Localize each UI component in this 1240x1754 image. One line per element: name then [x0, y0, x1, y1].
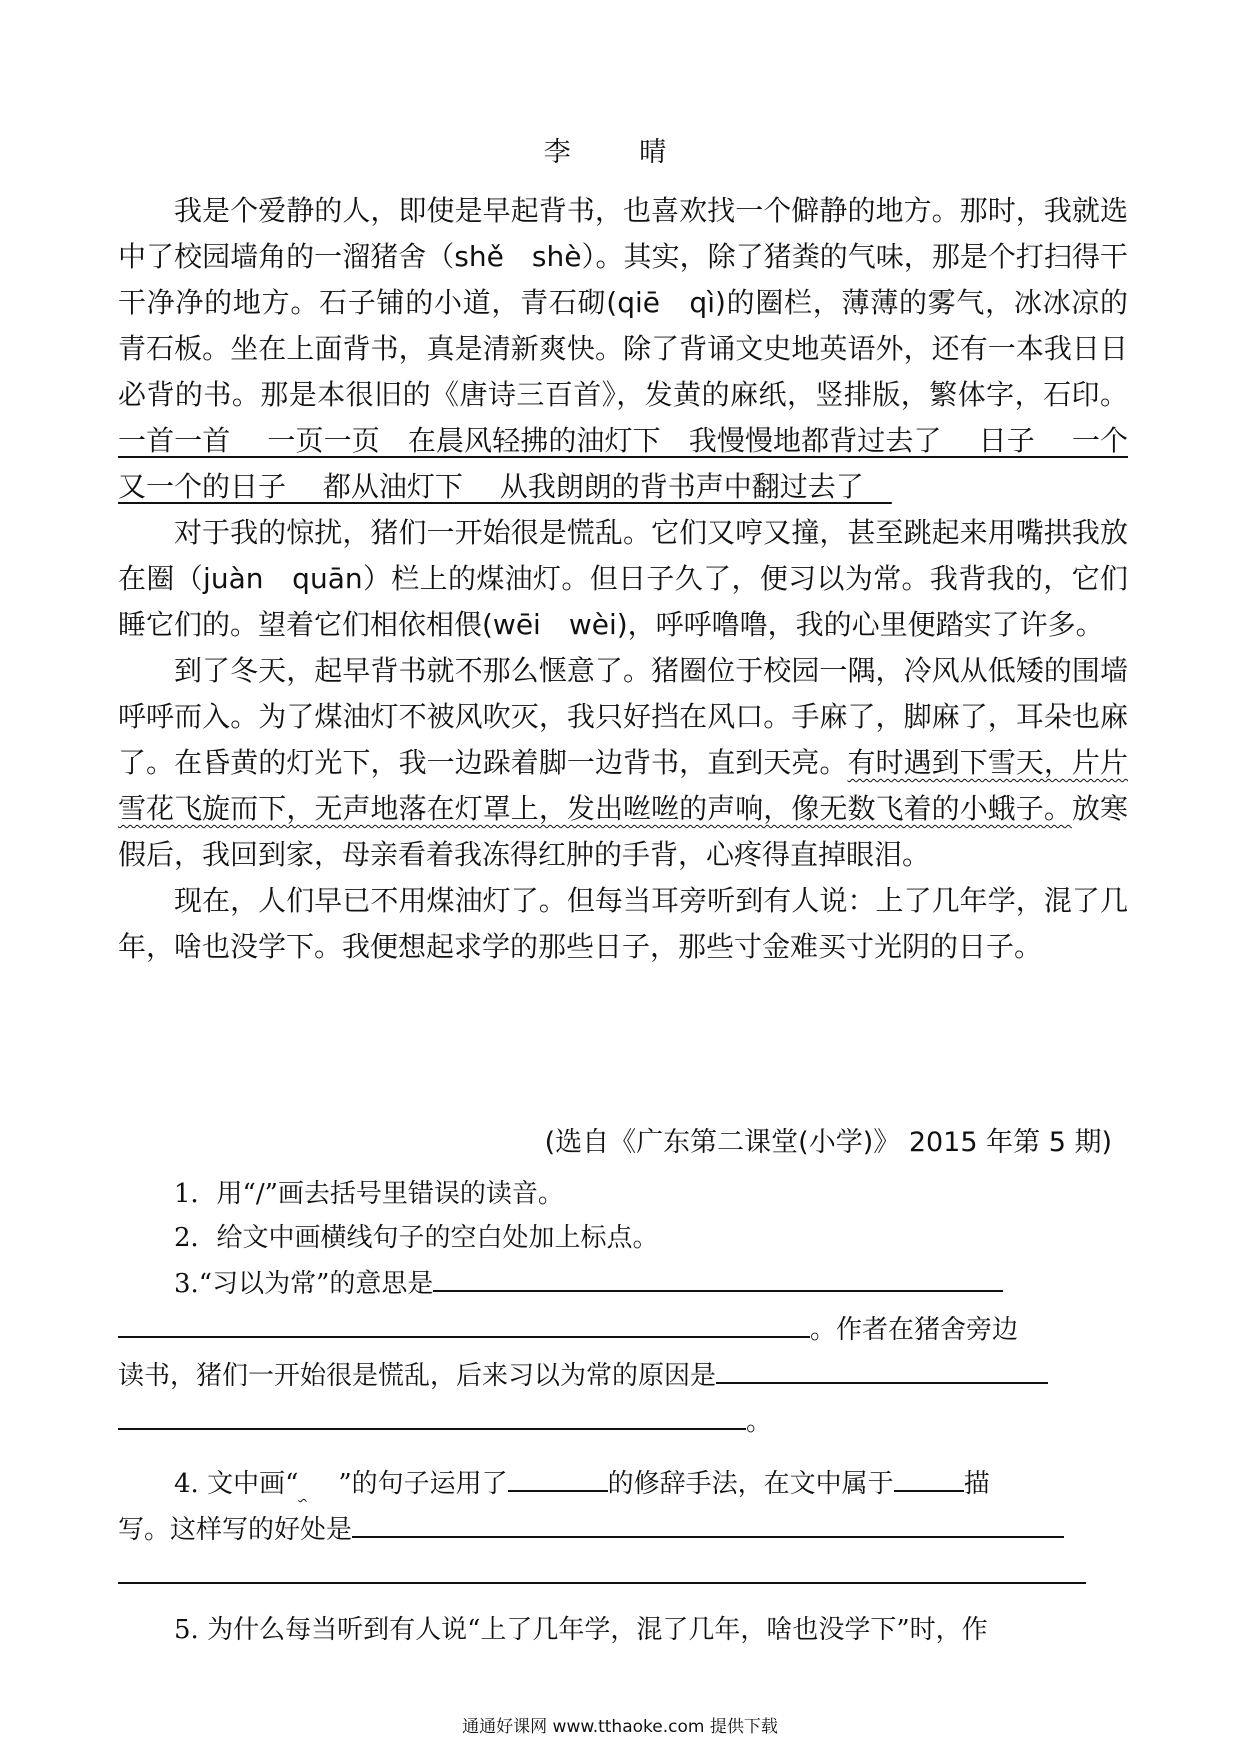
answer-blank-3c[interactable]: [716, 1352, 1048, 1384]
paragraph-1: [118, 188, 1128, 510]
answer-blank-3b[interactable]: [118, 1306, 810, 1338]
question-3-end: 。: [746, 1407, 773, 1437]
paragraph-4: 现在，人们早已不用煤油灯了。但每当耳旁听到有人说：上了几年学，混了几年，啥也没学下。我便想起求学的那些日子，那些寸金难买寸光阴的日子。: [118, 884, 1128, 963]
footer-credit: 通通好课网 www.tthaoke.com 提供下载: [462, 1717, 778, 1737]
reading-passage: [118, 188, 1128, 970]
question-3-reason-prompt: 读书，猪们一开始很是慌乱，后来习以为常的原因是: [118, 1361, 717, 1391]
question-3: [118, 1260, 1128, 1306]
underlined-sentence: 一首一首 一页一页 在晨风轻拂的油灯下 我慢慢地都背过去了 日子 一个又一个的日子 都从油灯下 从我朗朗的背书声中翻过去了: [118, 424, 1128, 503]
question-4-benefit-prompt: 写。这样写的好处是: [118, 1515, 353, 1545]
answer-blank-4c[interactable]: [352, 1506, 1064, 1538]
question-4-prompt-b: ”的句子运用了: [338, 1469, 508, 1499]
question-4-prompt-c: 的修辞手法，在文中属于: [607, 1469, 894, 1499]
source-citation: (选自《广东第二课堂(小学)》 2015 年第 5 期): [544, 1127, 1112, 1158]
question-4-prompt-d: 描: [963, 1469, 990, 1499]
paragraph-3-text-a: 到了冬天，起早背书就不那么惬意了。猪圈位于校园一隅，冷风从低矮的围墙呼呼而入。为了煤油灯不被风吹灭，我只好挡在风口。手麻了，脚麻了，耳朵也麻了。在昏黄的灯光下，我一边跺着脚一边背书，直到天亮。: [118, 654, 1128, 779]
paragraph-2: 对于我的惊扰，猪们一开始很是慌乱。它们又哼又撞，甚至跳起来用嘴拱我放在圈（juàn quān）栏上的煤油灯。但日子久了，便习以为常。我背我的，它们睡它们的。望着它们相依相偎(wēi wèi)，呼呼噜噜，我的心里便踏实了许多。: [118, 516, 1128, 641]
question-3-prompt: 3.“习以为常”的意思是: [174, 1269, 434, 1299]
question-4-prompt-a: 4. 文中画“: [174, 1469, 299, 1499]
question-4: [118, 1460, 1128, 1506]
questions-section: [118, 1172, 1128, 1652]
question-1: 1．用“/”画去括号里错误的读音。: [174, 1179, 564, 1209]
answer-blank-4d[interactable]: [118, 1552, 1086, 1584]
question-5: 5. 为什么每当听到有人说“上了几年学，混了几年，啥也没学下”时，作: [174, 1615, 988, 1645]
question-3-line-4: [118, 1398, 1128, 1444]
question-3-line-3: [118, 1352, 1128, 1398]
answer-blank-4a[interactable]: [508, 1460, 608, 1492]
paragraph-3: [118, 648, 1128, 878]
answer-blank-4b[interactable]: [894, 1460, 964, 1492]
question-2: 2．给文中画横线句子的空白处加上标点。: [174, 1223, 659, 1253]
author-name: 李 晴: [543, 137, 697, 168]
answer-blank-3d[interactable]: [118, 1398, 746, 1430]
question-3-continuation: 。作者在猪舍旁边: [810, 1315, 1019, 1345]
wavy-line-sample: [298, 1462, 338, 1506]
answer-blank-3a[interactable]: [433, 1260, 1003, 1292]
paragraph-3-text-b: 放寒假后，我回到家，母亲看着我冻得红肿的手背，心疼得直掉眼泪。: [118, 792, 1128, 871]
wavy-underlined-sentence: 有时遇到下雪天，片片雪花飞旋而下，无声地落在灯罩上，发出咝咝的声响，像无数飞着的小蛾子。: [118, 746, 1128, 825]
question-4-line-2: [118, 1506, 1128, 1552]
question-4-line-3: [118, 1552, 1128, 1598]
paragraph-1-text: 我是个爱静的人，即使是早起背书，也喜欢找一个僻静的地方。那时，我就选中了校园墙角的一溜猪舍（shě shè）。其实，除了猪粪的气味，那是个打扫得干干净净的地方。石子铺的小道，青石砌(qiē qì)的圈栏，薄薄的雾气，冰冰凉的青石板。坐在上面背书，真是清新爽快。除了背诵文史地英语外，还有一本我日日必背的书。那是本很旧的《唐诗三百首》，发黄的麻纸，竖排版，繁体字，石印。: [118, 194, 1128, 411]
question-3-line-2: [118, 1306, 1128, 1352]
